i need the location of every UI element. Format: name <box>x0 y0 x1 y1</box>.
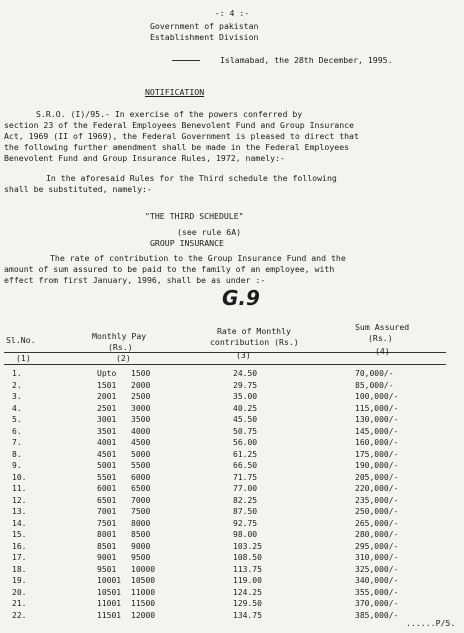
row-sl-no: 18. <box>12 564 27 574</box>
schedule-title: "THE THIRD SCHEDULE" <box>145 211 244 221</box>
row-rate: 113.75 <box>233 564 262 574</box>
row-rate: 129.50 <box>233 599 262 608</box>
row-rate: 56.00 <box>233 438 258 447</box>
row-rate: 61.25 <box>233 449 258 459</box>
row-pay-from: 10001 <box>97 576 122 585</box>
row-pay-to: 8500 <box>131 530 151 539</box>
table-row <box>0 381 464 392</box>
header-monthly-pay: Monthly Pay <box>92 331 147 341</box>
row-pay-to: 1500 <box>131 369 151 378</box>
row-pay-to: 3000 <box>131 403 151 413</box>
notification-title: NOTIFICATION <box>145 87 205 97</box>
table-rule-bottom <box>4 364 446 365</box>
row-rate: 66.50 <box>233 461 258 470</box>
row-pay-to: 5500 <box>131 461 151 470</box>
row-pay-to: 11000 <box>131 587 156 597</box>
row-pay-to: 10000 <box>131 564 156 574</box>
row-sum-assured: 295,000/- <box>355 541 399 551</box>
header-sum-assured: Sum Assured <box>355 322 410 332</box>
schedule-subtitle: GROUP INSURANCE <box>150 238 224 248</box>
table-row <box>0 611 464 622</box>
row-pay-from: 10501 <box>97 587 122 597</box>
row-pay-to: 5000 <box>131 449 151 459</box>
para1-line5: Benevolent Fund and Group Insurance Rules, 1972, namely:- <box>4 153 285 163</box>
row-pay-from: 9501 <box>97 564 117 574</box>
para1-line3: Act, 1969 (II of 1969), the Federal Government is pleased to direct that <box>4 131 359 141</box>
row-sum-assured: 250,000/- <box>355 507 399 516</box>
row-pay-from: 11501 <box>97 610 122 620</box>
header-pay-unit: (Rs.) <box>108 342 133 352</box>
table-row <box>0 599 464 610</box>
table-row <box>0 404 464 415</box>
para1-line2: section 23 of the Federal Employees Benevolent Fund and Group Insurance <box>4 120 354 130</box>
column-number-2: (2) <box>116 353 131 363</box>
row-pay-to: 4500 <box>131 438 151 447</box>
page-number-text: -: 4 :- <box>214 8 250 18</box>
date-line: Islamabad, the 28th December, 1995. <box>220 55 393 65</box>
row-pay-to: 4000 <box>131 426 151 436</box>
row-pay-from: 8001 <box>97 530 117 539</box>
row-pay-from: 8501 <box>97 541 117 551</box>
row-rate: 119.00 <box>233 576 262 585</box>
row-sum-assured: 355,000/- <box>355 587 399 597</box>
para3-line1: The rate of contribution to the Group Insurance Fund and the <box>50 253 346 263</box>
row-pay-from: 5001 <box>97 461 117 470</box>
row-sum-assured: 190,000/- <box>355 461 399 470</box>
table-row <box>0 473 464 484</box>
row-rate: 87.50 <box>233 507 258 516</box>
row-sum-assured: 265,000/- <box>355 518 399 528</box>
row-pay-to: 2000 <box>131 380 151 390</box>
table-row <box>0 415 464 426</box>
table-row <box>0 369 464 380</box>
row-pay-from: 7501 <box>97 518 117 528</box>
row-sl-no: 12. <box>12 495 27 505</box>
table-row <box>0 507 464 518</box>
row-sl-no: 19. <box>12 576 27 585</box>
row-rate: 50.75 <box>233 426 258 436</box>
row-pay-from: 5501 <box>97 472 117 482</box>
header-division: Establishment Division <box>150 32 259 42</box>
row-pay-from: 3001 <box>97 415 117 424</box>
para3-line2: amount of sum assured to be paid to the family of an employee, with <box>4 264 335 274</box>
row-rate: 92.75 <box>233 518 258 528</box>
table-row <box>0 565 464 576</box>
row-sum-assured: 340,000/- <box>355 576 399 585</box>
row-pay-from: 1501 <box>97 380 117 390</box>
table-row <box>0 542 464 553</box>
para2-line2: shall be substituted, namely:- <box>4 184 152 194</box>
header-government: Government of pakistan <box>150 21 259 31</box>
row-pay-from: 2001 <box>97 392 117 401</box>
header-sum-unit: (Rs.) <box>368 333 393 343</box>
row-sl-no: 2. <box>12 380 22 390</box>
table-row <box>0 392 464 403</box>
row-pay-from: 7001 <box>97 507 117 516</box>
row-sl-no: 15. <box>12 530 27 539</box>
row-pay-to: 6500 <box>131 484 151 493</box>
row-sl-no: 10. <box>12 472 27 482</box>
row-sl-no: 14. <box>12 518 27 528</box>
row-sum-assured: 310,000/- <box>355 553 399 562</box>
row-pay-to: 7000 <box>131 495 151 505</box>
row-rate: 29.75 <box>233 380 258 390</box>
table-row <box>0 450 464 461</box>
row-rate: 103.25 <box>233 541 262 551</box>
row-rate: 24.50 <box>233 369 258 378</box>
row-pay-to: 2500 <box>131 392 151 401</box>
row-pay-from: 11001 <box>97 599 122 608</box>
row-sl-no: 4. <box>12 403 22 413</box>
row-pay-from: 2501 <box>97 403 117 413</box>
row-rate: 98.00 <box>233 530 258 539</box>
row-sum-assured: 280,000/- <box>355 530 399 539</box>
table-row <box>0 588 464 599</box>
row-sum-assured: 145,000/- <box>355 426 399 436</box>
row-pay-from: 4001 <box>97 438 117 447</box>
table-row <box>0 427 464 438</box>
row-rate: 40.25 <box>233 403 258 413</box>
row-sum-assured: 370,000/- <box>355 599 399 608</box>
row-pay-to: 10500 <box>131 576 156 585</box>
row-sum-assured: 220,000/- <box>355 484 399 493</box>
row-sum-assured: 325,000/- <box>355 564 399 574</box>
row-sum-assured: 235,000/- <box>355 495 399 505</box>
row-sum-assured: 70,000/- <box>355 369 394 378</box>
row-sum-assured: 85,000/- <box>355 380 394 390</box>
row-sl-no: 16. <box>12 541 27 551</box>
row-sl-no: 5. <box>12 415 22 424</box>
row-sl-no: 17. <box>12 553 27 562</box>
row-rate: 108.50 <box>233 553 262 562</box>
row-pay-from: 9001 <box>97 553 117 562</box>
handwritten-mark: G.9 <box>222 286 260 310</box>
row-sum-assured: 100,000/- <box>355 392 399 401</box>
row-rate: 45.50 <box>233 415 258 424</box>
column-number-4: (4) <box>375 346 390 356</box>
row-pay-to: 11500 <box>131 599 156 608</box>
header-rate-unit: contribution (Rs.) <box>210 337 299 347</box>
row-sl-no: 11. <box>12 484 27 493</box>
row-rate: 124.25 <box>233 587 262 597</box>
row-sl-no: 6. <box>12 426 22 436</box>
row-sl-no: 21. <box>12 599 27 608</box>
table-row <box>0 484 464 495</box>
row-rate: 71.75 <box>233 472 258 482</box>
column-number-3: (3) <box>236 350 251 360</box>
table-row <box>0 438 464 449</box>
row-pay-from: Upto <box>97 369 117 378</box>
row-rate: 82.25 <box>233 495 258 505</box>
column-number-1: (1) <box>16 353 31 363</box>
row-pay-to: 7500 <box>131 507 151 516</box>
row-pay-to: 9500 <box>131 553 151 562</box>
row-sl-no: 20. <box>12 587 27 597</box>
page-number <box>0 8 464 18</box>
row-sum-assured: 130,000/- <box>355 415 399 424</box>
row-pay-to: 3500 <box>131 415 151 424</box>
row-rate: 35.00 <box>233 392 258 401</box>
para2-line1: In the aforesaid Rules for the Third schedule the following <box>46 173 337 183</box>
see-rule: (see rule 6A) <box>177 227 242 237</box>
row-sl-no: 7. <box>12 438 22 447</box>
row-pay-to: 8000 <box>131 518 151 528</box>
para3-line3: effect from first January, 1996, shall be as under :- <box>4 275 266 285</box>
row-sum-assured: 205,000/- <box>355 472 399 482</box>
row-pay-from: 6001 <box>97 484 117 493</box>
row-rate: 77.00 <box>233 484 258 493</box>
row-sum-assured: 385,000/- <box>355 610 399 620</box>
para1-line1: S.R.O. (I)/95.- In exercise of the powers conferred by <box>36 109 303 119</box>
table-row <box>0 553 464 564</box>
row-sl-no: 13. <box>12 507 27 516</box>
row-sl-no: 3. <box>12 392 22 401</box>
row-sl-no: 9. <box>12 461 22 470</box>
header-rate: Rate of Monthly <box>217 326 291 336</box>
row-pay-to: 6000 <box>131 472 151 482</box>
table-row <box>0 461 464 472</box>
row-pay-to: 12000 <box>131 610 156 620</box>
date-dash <box>172 60 200 61</box>
continued-marker: ......P/5. <box>406 618 456 628</box>
row-pay-from: 6501 <box>97 495 117 505</box>
header-sl-no: Sl.No. <box>6 335 36 345</box>
table-row <box>0 519 464 530</box>
row-pay-from: 3501 <box>97 426 117 436</box>
table-row <box>0 496 464 507</box>
row-pay-from: 4501 <box>97 449 117 459</box>
row-sum-assured: 160,000/- <box>355 438 399 447</box>
table-row <box>0 530 464 541</box>
row-sum-assured: 115,000/- <box>355 403 399 413</box>
row-sl-no: 22. <box>12 610 27 620</box>
row-sl-no: 8. <box>12 449 22 459</box>
row-sl-no: 1. <box>12 369 22 378</box>
row-sum-assured: 175,000/- <box>355 449 399 459</box>
para1-line4: the following further amendment shall be made in the Federal Employees <box>4 142 350 152</box>
row-pay-to: 9000 <box>131 541 151 551</box>
row-rate: 134.75 <box>233 610 262 620</box>
table-row <box>0 576 464 587</box>
